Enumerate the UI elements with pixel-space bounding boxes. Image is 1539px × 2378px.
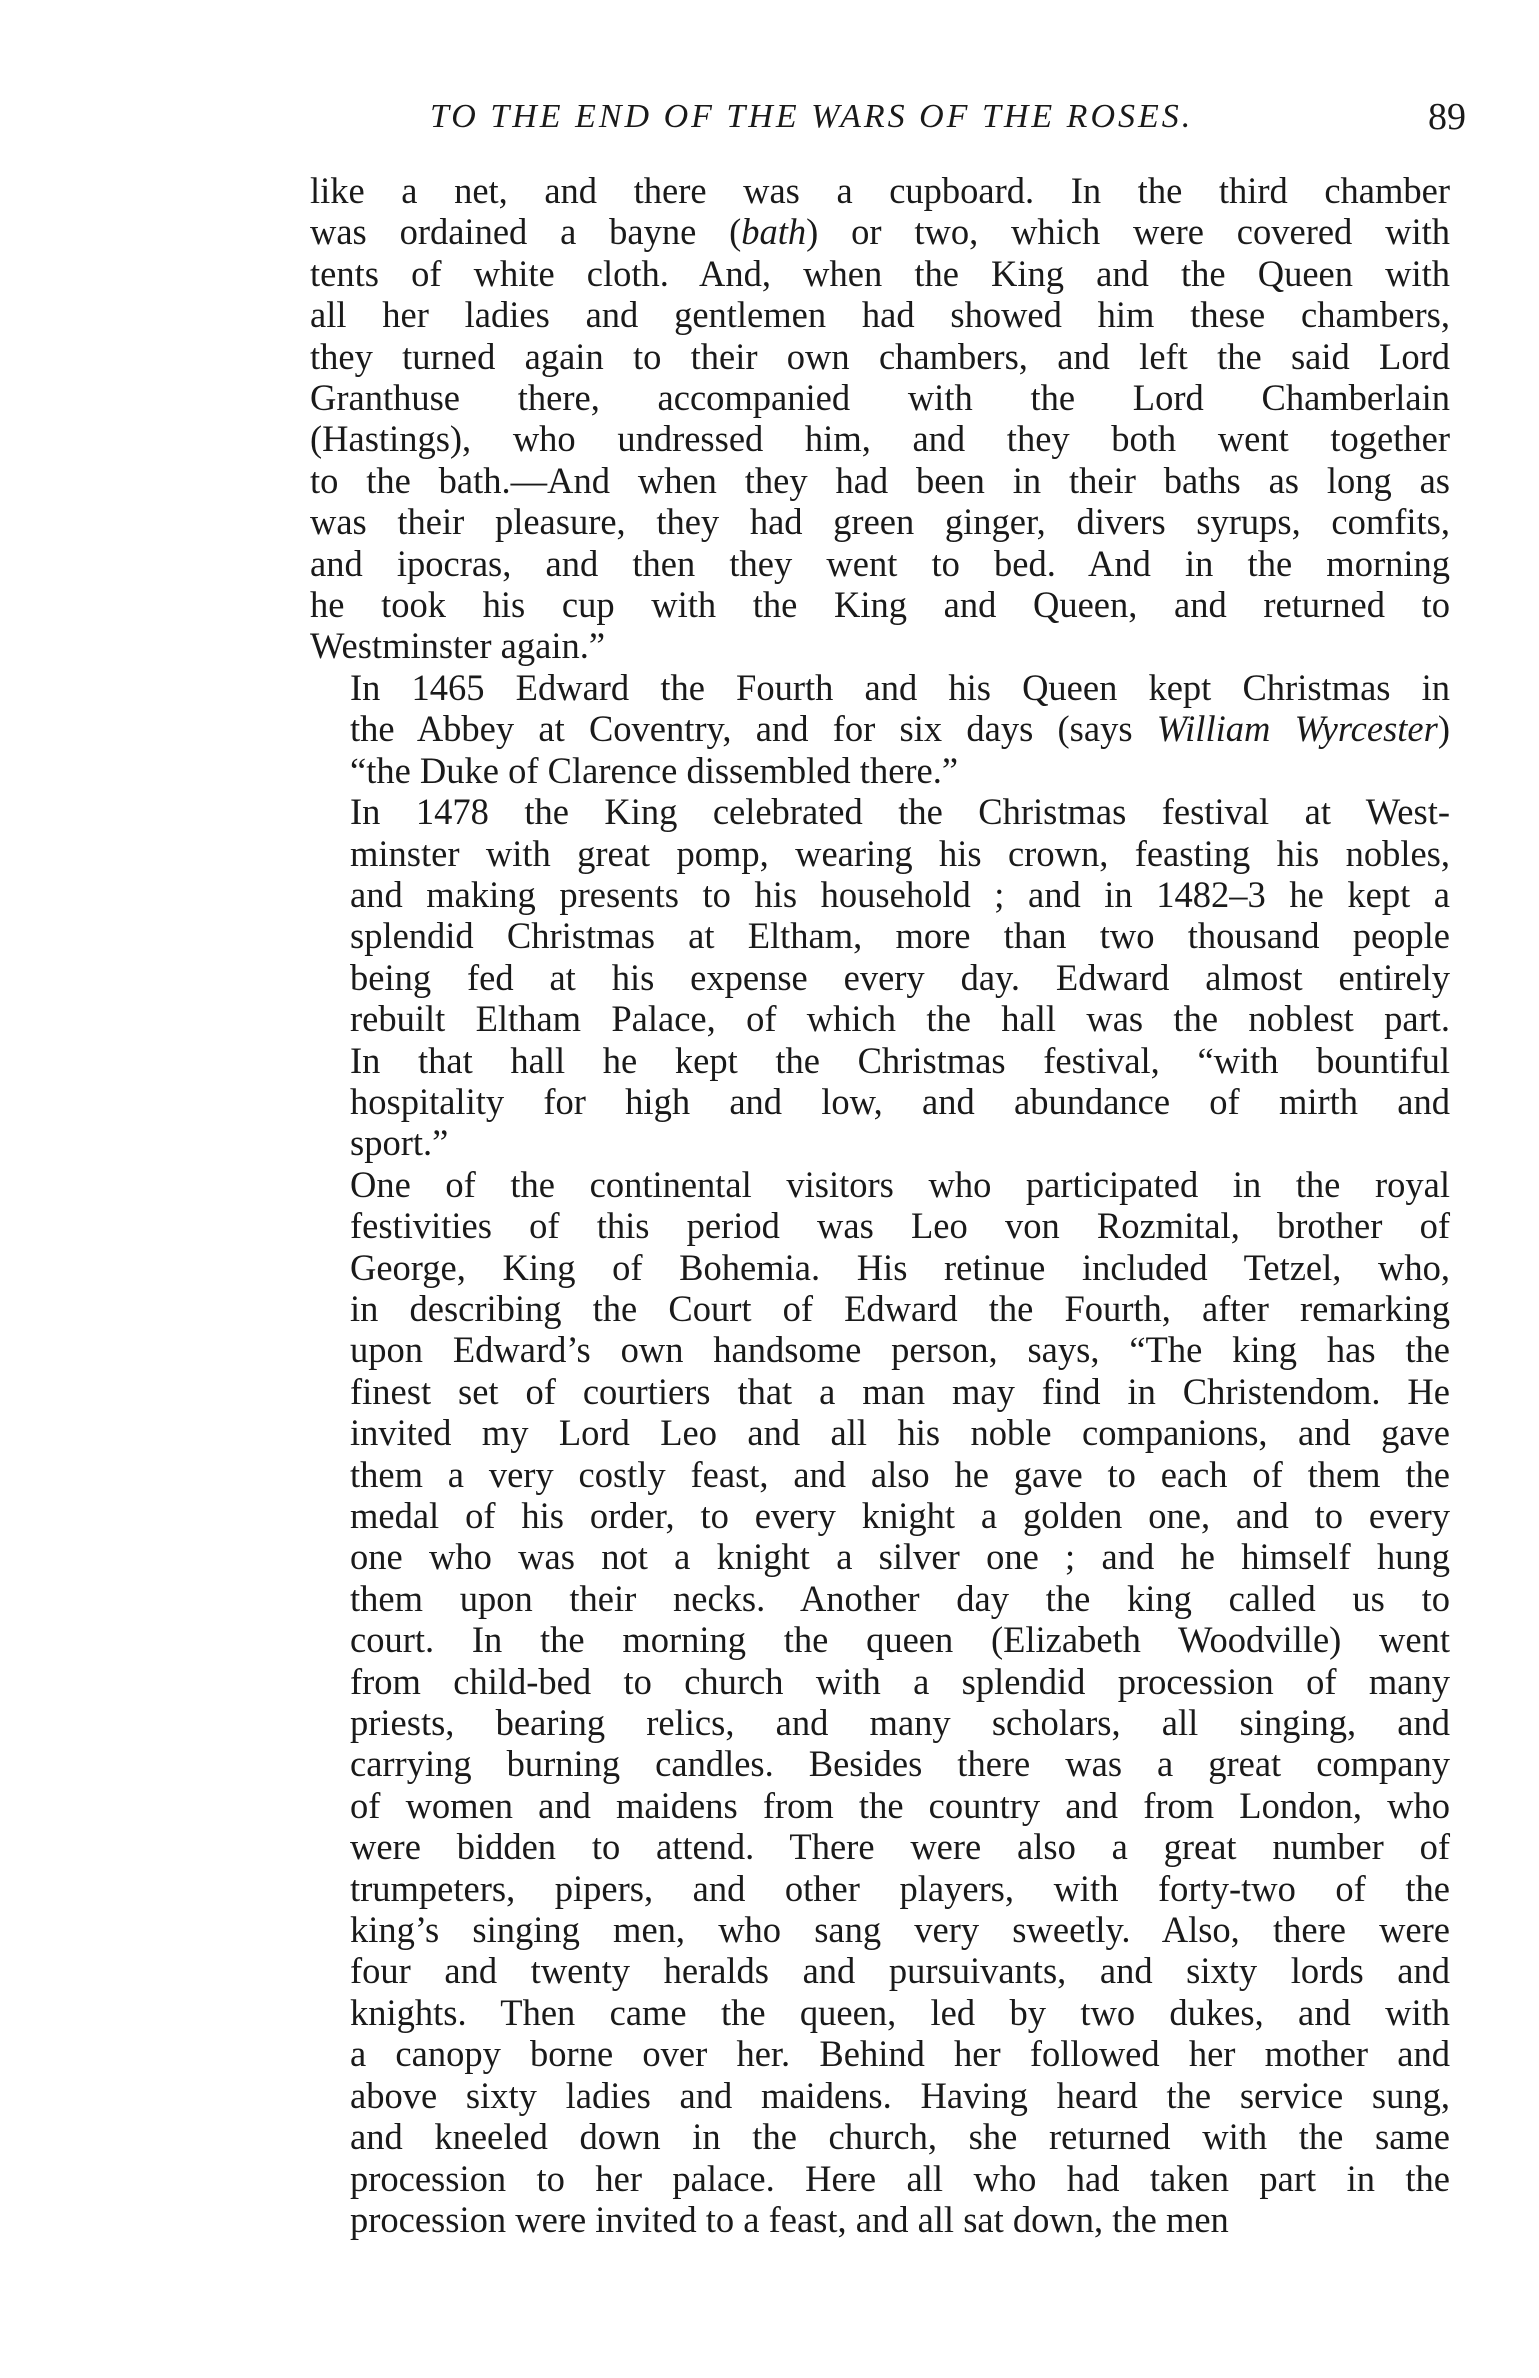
text-line: carrying burning candles. Besides there was a great company (350, 1743, 1450, 1785)
page-number: 89 (1428, 96, 1466, 138)
text-line: procession to her palace. Here all who had taken part in the (350, 2157, 1450, 2199)
text-line: being fed at his expense every day. Edward almost entirely (350, 956, 1450, 998)
text-line: court. In the morning the queen (Elizabeth Woodville) went (350, 1619, 1450, 1661)
text-line: in describing the Court of Edward the Fourth, after remarking (350, 1287, 1450, 1329)
text-line: hospitality for high and low, and abundance of mirth and (350, 1080, 1450, 1122)
text-line: minster with great pomp, wearing his crown, feasting his nobles, (350, 832, 1450, 874)
text-line: George, King of Bohemia. His retinue included Tetzel, who, (350, 1246, 1450, 1288)
text-line: them a very costly feast, and also he gave to each of them the (350, 1453, 1450, 1495)
text-line: rebuilt Eltham Palace, of which the hall was the noblest part. (350, 998, 1450, 1040)
text-line: and kneeled down in the church, she returned with the same (350, 2116, 1450, 2158)
text-line: was ordained a bayne (bath) or two, which were covered with (310, 211, 1451, 253)
text-line: (Hastings), who undressed him, and they both went together (310, 418, 1450, 460)
text-line: from child-bed to church with a splendid procession of many (350, 1660, 1450, 1702)
text-line: knights. Then came the queen, led by two dukes, and with (350, 1991, 1450, 2033)
paragraph (310, 1164, 1450, 2241)
text-line: he took his cup with the King and Queen, and returned to (310, 584, 1450, 626)
text-line: “the Duke of Clarence dissembled there.” (350, 749, 959, 791)
text-line: upon Edward’s own handsome person, says, “The king has the (350, 1329, 1450, 1371)
text-line: one who was not a knight a silver one ; and he himself hung (350, 1536, 1450, 1578)
text-line: sport.” (350, 1122, 449, 1164)
running-title: TO THE END OF THE WARS OF THE ROSES. (430, 98, 1194, 135)
text-line: was their pleasure, they had green ginger, divers syrups, comfits, (310, 501, 1450, 543)
text-line: and making presents to his household ; and in 1482–3 he kept a (350, 873, 1450, 915)
text-line: them upon their necks. Another day the king called us to (350, 1577, 1450, 1619)
text-line: finest set of courtiers that a man may find in Christendom. He (350, 1370, 1450, 1412)
text-line: invited my Lord Leo and all his noble companions, and gave (350, 1412, 1450, 1454)
text-line: were bidden to attend. There were also a great number of (350, 1826, 1450, 1868)
text-line: In that hall he kept the Christmas festival, “with bountiful (350, 1039, 1450, 1081)
text-line: to the bath.—And when they had been in their baths as long as (310, 459, 1450, 501)
text-line: like a net, and there was a cupboard. In the third chamber (310, 170, 1450, 211)
text-line: of women and maidens from the country and from London, who (350, 1784, 1450, 1826)
text-line: they turned again to their own chambers, and left the said Lord (310, 335, 1450, 377)
text-line: and ipocras, and then they went to bed. And in the morning (310, 542, 1450, 584)
text-line: king’s singing men, who sang very sweetly. Also, there were (350, 1909, 1450, 1951)
text-line: In 1478 the King celebrated the Christmas festival at West- (350, 791, 1450, 833)
text-line: In 1465 Edward the Fourth and his Queen kept Christmas in (350, 666, 1450, 708)
text-line: medal of his order, to every knight a golden one, and to every (350, 1495, 1450, 1536)
running-head (310, 92, 1480, 142)
text-line: priests, bearing relics, and many scholars, all singing, and (350, 1702, 1450, 1744)
text-line: above sixty ladies and maidens. Having heard the service sung, (350, 2074, 1450, 2116)
text-line: festivities of this period was Leo von Rozmital, brother of (350, 1205, 1450, 1247)
text-line: Westminster again.” (310, 625, 606, 667)
text-line: four and twenty heralds and pursuivants, and sixty lords and (350, 1950, 1450, 1992)
text-line: trumpeters, pipers, and other players, with forty-two of the (350, 1867, 1450, 1909)
text-line: One of the continental visitors who participated in the royal (350, 1163, 1450, 1205)
text-line: procession were invited to a feast, and all sat down, the men (350, 2198, 1229, 2240)
text-line: the Abbey at Coventry, and for six days (says William Wyrcester) (350, 708, 1450, 750)
text-line: splendid Christmas at Eltham, more than two thousand people (350, 915, 1450, 957)
text-line: all her ladies and gentlemen had showed him these chambers, (310, 294, 1450, 336)
paragraph (310, 667, 1450, 791)
paragraph (310, 791, 1450, 1164)
text-line: tents of white cloth. And, when the King and the Queen with (310, 252, 1450, 294)
paragraph (310, 170, 1450, 667)
body-text (310, 170, 1450, 2240)
text-line: a canopy borne over her. Behind her followed her mother and (350, 2033, 1450, 2075)
text-line: Granthuse there, accompanied with the Lord Chamberlain (310, 377, 1450, 419)
